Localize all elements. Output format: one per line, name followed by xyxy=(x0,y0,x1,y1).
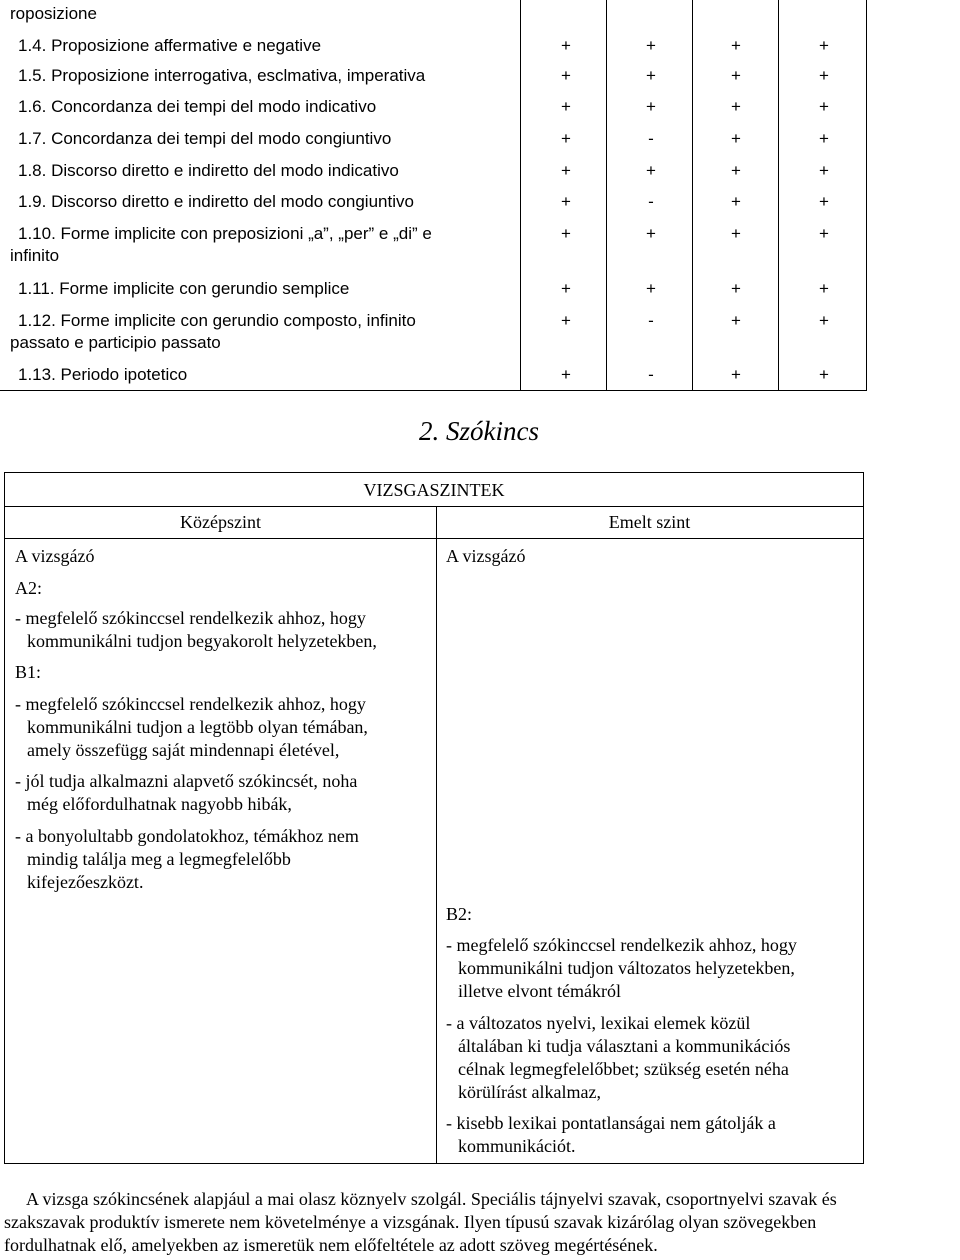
mid-level-title: Középszint xyxy=(180,512,261,532)
level-mark: + xyxy=(561,129,571,148)
grid-line xyxy=(520,0,521,390)
level-mark: + xyxy=(819,224,829,243)
bullet-line: - a változatos nyelvi, lexikai elemek közül xyxy=(446,1013,751,1033)
row-label-line: 1.12. Forme implicite con gerundio composto, infinito xyxy=(18,311,416,330)
row-label xyxy=(18,364,498,386)
level-mark: + xyxy=(646,279,656,298)
level-mark: + xyxy=(561,97,571,116)
bullet-line: illetve elvont témákról xyxy=(458,981,621,1001)
row-label-line: 1.10. Forme implicite con preposizioni „a”, „per” e „di” e xyxy=(18,224,432,243)
level-mark: + xyxy=(561,365,571,384)
row-label-line: 1.7. Concordanza dei tempi del modo congiuntivo xyxy=(18,129,392,148)
row-label xyxy=(18,191,498,213)
level-mark: + xyxy=(731,192,741,211)
bullet-line: általában ki tudja választani a kommunikációs xyxy=(458,1036,791,1056)
level-mark: + xyxy=(819,129,829,148)
level-mark: + xyxy=(561,192,571,211)
row-label-line: 1.4. Proposizione affermative e negative xyxy=(18,36,322,55)
row-label-line: 1.5. Proposizione interrogativa, esclmativa, imperativa xyxy=(18,66,426,85)
level-mark: + xyxy=(731,279,741,298)
bullet-line: kommunikálni tudjon a legtöbb olyan témában, xyxy=(27,717,368,737)
bullet-line: kifejezőeszközt. xyxy=(27,872,144,892)
bullet-line: mindig találja meg a legmegfelelőbb xyxy=(27,849,291,869)
bullet-line: - jól tudja alkalmazni alapvető szókincsét, noha xyxy=(15,771,358,791)
bullet-line: - megfelelő szókinccsel rendelkezik ahhoz, hogy xyxy=(15,694,366,714)
bullet-line: - megfelelő szókinccsel rendelkezik ahhoz, hogy xyxy=(15,608,366,628)
level-mark: + xyxy=(819,66,829,85)
level-mark: + xyxy=(819,97,829,116)
grid-line xyxy=(5,538,863,539)
bullet-item xyxy=(15,770,357,816)
footer-line: fordulhatnak elő, amelyekben az ismeretük nem előfeltétele az adott szöveg megértésének. xyxy=(4,1235,658,1255)
level-mark: + xyxy=(819,36,829,55)
level-mark: + xyxy=(731,224,741,243)
row-label xyxy=(10,223,498,267)
high-level-title: Emelt szint xyxy=(608,512,691,532)
row-label xyxy=(18,278,498,300)
grid-line xyxy=(778,0,779,390)
level-mark: + xyxy=(731,365,741,384)
level-mark: + xyxy=(561,311,571,330)
row-label xyxy=(18,65,498,87)
level-mark: + xyxy=(646,66,656,85)
footer-paragraph xyxy=(4,1188,956,1257)
row-label-line: 1.11. Forme implicite con gerundio semplice xyxy=(18,279,350,298)
row-label-line: 1.6. Concordanza dei tempi del modo indicativo xyxy=(18,97,377,116)
footer-line: szakszavak produktív ismerete nem követelménye a vizsgának. Ilyen típusú szavak kizárólag olyan szövegekben xyxy=(4,1212,817,1232)
row-label-line: 1.8. Discorso diretto e indiretto del modo indicativo xyxy=(18,161,399,180)
bullet-line: - a bonyolultabb gondolatokhoz, témákhoz nem xyxy=(15,826,359,846)
level-mark: + xyxy=(561,279,571,298)
level-mark: + xyxy=(561,66,571,85)
level-mark: + xyxy=(819,192,829,211)
row-label-line: infinito xyxy=(10,246,60,265)
levels-table xyxy=(4,472,864,1164)
bullet-line: kommunikációt. xyxy=(458,1136,576,1156)
bullet-line: kommunikálni tudjon begyakorolt helyzetekben, xyxy=(27,631,377,651)
level-mark: + xyxy=(819,365,829,384)
mid-intro: A vizsgázó xyxy=(15,546,95,566)
bullet-line: még előfordulhatnak nagyobb hibák, xyxy=(27,794,292,814)
level-mark: + xyxy=(646,36,656,55)
footer-line: A vizsga szókincsének alapjául a mai olasz köznyelv szolgál. Speciális tájnyelvi szavak, csoportnyelvi szavak és xyxy=(26,1189,837,1209)
level-mark: + xyxy=(731,36,741,55)
level-mark: + xyxy=(819,161,829,180)
level-mark: + xyxy=(646,161,656,180)
row-label-line: 1.13. Periodo ipotetico xyxy=(18,365,188,384)
high-intro: A vizsgázó xyxy=(446,546,526,566)
row-label xyxy=(18,35,498,57)
row-label: roposizione xyxy=(10,4,97,23)
row-label xyxy=(10,310,498,354)
bullet-line: - kisebb lexikai pontatlanságai nem gátolják a xyxy=(446,1113,776,1133)
bullet-line: körülírást alkalmaz, xyxy=(458,1082,601,1102)
grid-line xyxy=(436,506,437,1163)
level-mark: + xyxy=(819,279,829,298)
bullet-line: célnak legmegfelelőbbet; szükség esetén néha xyxy=(458,1059,789,1079)
b1-label: B1: xyxy=(15,662,42,682)
section-title: 2. Szókincs xyxy=(419,416,539,446)
bullet-item xyxy=(446,1012,790,1104)
level-mark: + xyxy=(819,311,829,330)
level-mark: + xyxy=(731,66,741,85)
level-mark: + xyxy=(646,224,656,243)
bullet-item xyxy=(15,607,377,653)
level-mark: + xyxy=(731,129,741,148)
row-label xyxy=(18,96,498,118)
level-mark: + xyxy=(561,161,571,180)
bullet-item xyxy=(15,825,359,894)
bullet-line: amely összefügg saját mindennapi életével, xyxy=(27,740,340,760)
row-label-line: passato e participio passato xyxy=(10,333,221,352)
a2-label: A2: xyxy=(15,578,42,598)
level-mark: - xyxy=(648,311,654,330)
level-mark: + xyxy=(646,97,656,116)
level-mark: - xyxy=(648,365,654,384)
row-label xyxy=(18,128,498,150)
grid-line xyxy=(5,506,863,507)
bullet-line: kommunikálni tudjon változatos helyzetekben, xyxy=(458,958,795,978)
levels-header: VIZSGASZINTEK xyxy=(363,480,505,500)
grid-line xyxy=(606,0,607,390)
grammar-table xyxy=(0,0,867,391)
b2-label: B2: xyxy=(446,904,473,924)
level-mark: + xyxy=(561,224,571,243)
level-mark: - xyxy=(648,192,654,211)
bullet-item xyxy=(446,1112,776,1158)
row-label xyxy=(18,160,498,182)
level-mark: + xyxy=(731,311,741,330)
grid-line xyxy=(692,0,693,390)
level-mark: - xyxy=(648,129,654,148)
bullet-item xyxy=(446,934,797,1003)
level-mark: + xyxy=(731,97,741,116)
level-mark: + xyxy=(561,36,571,55)
bullet-item xyxy=(15,693,368,762)
level-mark: + xyxy=(731,161,741,180)
bullet-line: - megfelelő szókinccsel rendelkezik ahhoz, hogy xyxy=(446,935,797,955)
row-label-line: 1.9. Discorso diretto e indiretto del modo congiuntivo xyxy=(18,192,414,211)
